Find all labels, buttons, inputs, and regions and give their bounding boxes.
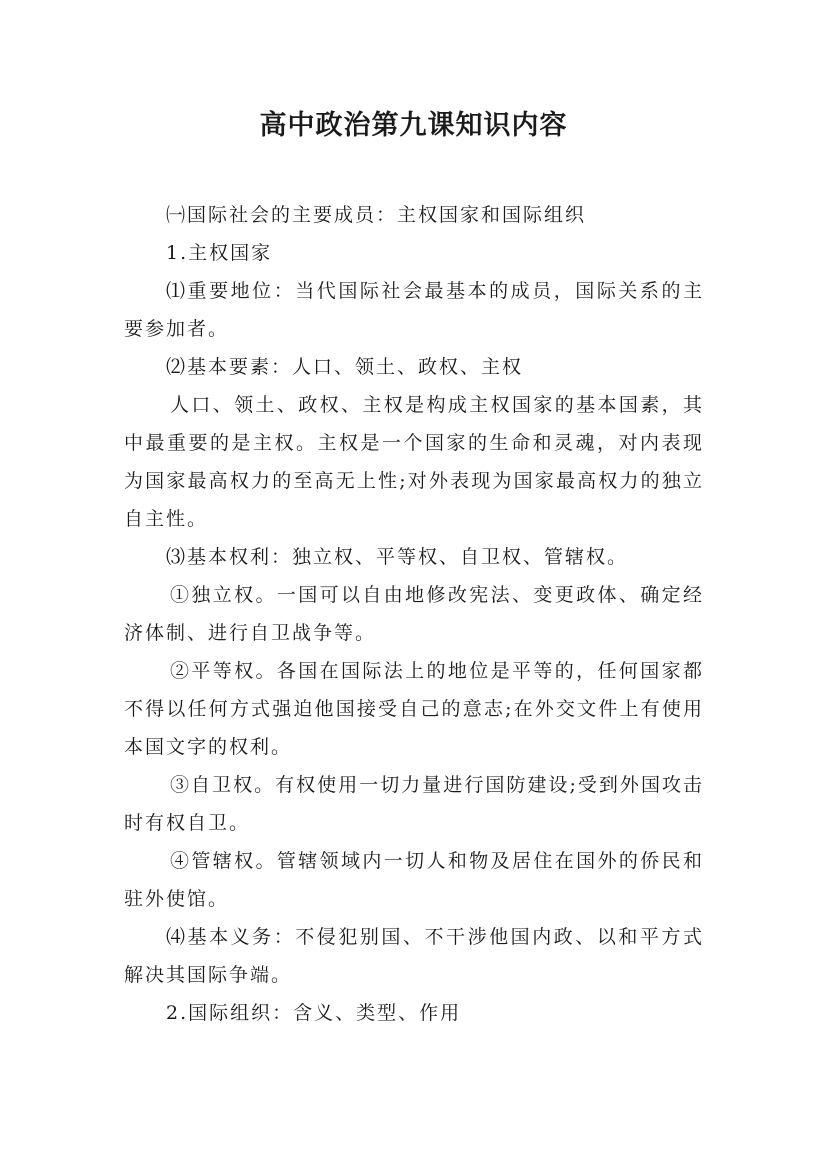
document-body <box>124 196 704 1032</box>
paragraph-status: ⑴重要地位：当代国际社会最基本的成员，国际关系的主要参加者。 <box>124 280 704 340</box>
paragraph-rights: ⑶基本权利：独立权、平等权、自卫权、管辖权。 <box>166 546 629 568</box>
paragraph-self-defense: ③自卫权。有权使用一切力量进行国防建设;受到外国攻击时有权自卫。 <box>124 774 704 834</box>
paragraph-elements: ⑵基本要素：人口、领土、政权、主权 <box>166 356 524 378</box>
subheading-sovereign-state: 1.主权国家 <box>166 242 273 264</box>
paragraph-obligations: ⑷基本义务：不侵犯别国、不干涉他国内政、以和平方式解决其国际争端。 <box>124 926 704 986</box>
subheading-international-orgs: 2.国际组织：含义、类型、作用 <box>166 1002 462 1024</box>
paragraph-independence: ①独立权。一国可以自由地修改宪法、变更政体、确定经济体制、进行自卫战争等。 <box>124 584 704 644</box>
paragraph-sovereignty: 人口、领土、政权、主权是构成主权国家的基本国素，其中最重要的是主权。主权是一个国家的生命和灵魂，对内表现为国家最高权力的至高无上性;对外表现为国家最高权力的独立自主性。 <box>124 394 704 530</box>
section-heading-members: ㈠国际社会的主要成员：主权国家和国际组织 <box>166 204 587 226</box>
paragraph-jurisdiction: ④管辖权。管辖领域内一切人和物及居住在国外的侨民和驻外使馆。 <box>124 850 704 910</box>
paragraph-equality: ②平等权。各国在国际法上的地位是平等的，任何国家都不得以任何方式强迫他国接受自己的意志;在外交文件上有使用本国文字的权利。 <box>124 660 704 758</box>
document-title: 高中政治第九课知识内容 <box>259 110 568 141</box>
